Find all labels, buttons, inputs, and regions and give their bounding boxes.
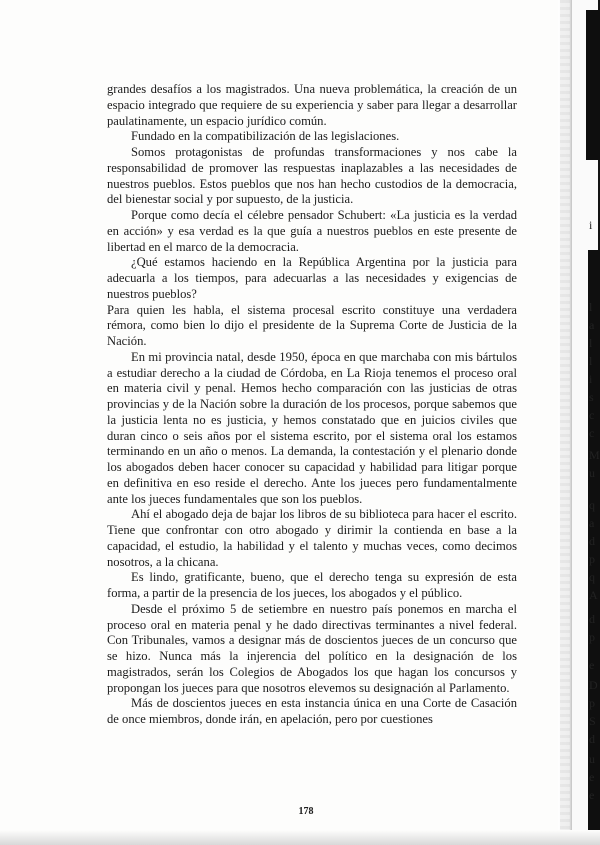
- paragraph: Fundado en la compatibilización de las legislaciones.: [131, 129, 400, 144]
- paragraph: Porque como decía el célebre pensador Schubert: «La justicia es la verdad en acción» y esa verdad es la que guía a nuestros pueblos en este presente de libertad en el marco de la democracia.: [107, 208, 517, 254]
- margin-fragment: l: [589, 336, 593, 350]
- paragraph: Somos protagonistas de profundas transformaciones y nos cabe la responsabilidad de promover las respuestas inaplazables a las necesidades de nuestros pueblos. Estos pueblos que nos han hecho custodios de la democracia, del bienestar social y por supuesto, de la justicia.: [107, 145, 517, 207]
- margin-fragment: a: [589, 318, 595, 332]
- margin-fragment: A: [589, 588, 598, 602]
- margin-fragment: e: [589, 788, 595, 802]
- margin-fragment: p: [589, 630, 595, 644]
- margin-fragment: p: [589, 696, 595, 710]
- margin-fragment: d: [589, 534, 595, 548]
- margin-fragment: l: [589, 300, 593, 314]
- margin-fragment: c: [589, 426, 595, 440]
- margin-fragment: i: [589, 218, 593, 232]
- adjacent-page-fragments: [565, 0, 600, 845]
- margin-fragment: q: [589, 570, 595, 584]
- page-number: 178: [298, 806, 314, 817]
- paragraph: Desde el próximo 5 de setiembre en nuestro país ponemos en marcha el proceso oral en materia penal y he dado directivas terminantes a nivel federal. Con Tribunales, vamos a designar más de doscientos jueces de un concurso que se hizo. Nunca más la injerencia del político en la designación de los magistrados, serán los Colegios de Abogados los que hagan los concursos y propongan los jueces para que nosotros elevemos su designación al Parlamento.: [107, 601, 517, 695]
- margin-fragment: l: [589, 354, 593, 368]
- margin-fragment: e: [589, 770, 595, 784]
- margin-fragment: q: [589, 498, 595, 512]
- margin-fragment: S: [589, 714, 596, 728]
- margin-fragment: M: [589, 448, 600, 462]
- paragraph: grandes desafíos a los magistrados. Una nueva problemática, la creación de un espacio integrado que requiere de su experiencia y saber para llegar a desarrollar paulatinamente, un espacio jurídico común.: [107, 82, 517, 128]
- paragraph: ¿Qué estamos haciendo en la República Argentina por la justicia para adecuarla a los tiempos, para adecuarlas a las necesidades y exigencias de nuestros pueblos?: [107, 255, 517, 301]
- paragraph: En mi provincia natal, desde 1950, época en que marchaba con mis bártulos a estudiar derecho a la ciudad de Córdoba, en La Rioja tenemos el proceso oral en materia civil y penal. Hemos hecho comparación con las justicias de otras provincias y de la Nación sobre la duración de los procesos, porque sabemos que la justicia lenta no es justicia, y hemos constatado que en juicios civiles que duran cinco o seis años por el sistema escrito, por el sistema oral los estamos terminando en un año o menos. La demanda, la contestación y el plenario donde los abogados deben hacer conocer su capacidad y habilidad para litigar porque en definitiva en eso reside el derecho. Ante los jueces pero fundamentalmente ante los jueces fundamentales que son los pueblos.: [107, 349, 517, 506]
- paragraph: Es lindo, gratificante, bueno, que el derecho tenga su expresión de esta forma, a partir de la presencia de los jueces, los abogados y el público.: [107, 570, 517, 600]
- margin-fragment: u: [589, 752, 595, 766]
- margin-fragment: p: [589, 552, 595, 566]
- margin-fragment: D: [589, 678, 598, 692]
- margin-fragment: i: [589, 372, 593, 386]
- paragraph: Para quien les habla, el sistema procesal escrito constituye una verdadera rémora, como bien lo dijo el presidente de la Suprema Corte de Justicia de la Nación.: [107, 302, 517, 348]
- scan-bottom-shadow: [0, 830, 600, 845]
- margin-fragment: u: [589, 466, 595, 480]
- paragraph: Más de doscientos jueces en esta instancia única en una Corte de Casación de once miembros, donde irán, en apelación, pero por cuestiones: [107, 696, 517, 726]
- margin-fragment: a: [589, 516, 595, 530]
- margin-fragment: e: [589, 658, 595, 672]
- margin-fragment: d: [589, 612, 595, 626]
- margin-fragment: s: [589, 390, 594, 404]
- margin-fragment: c: [589, 408, 595, 422]
- body-text: [107, 82, 517, 728]
- margin-fragment: d: [589, 732, 595, 746]
- paragraph: Ahí el abogado deja de bajar los libros de su biblioteca para hacer el escrito. Tiene que confrontar con otro abogado y dirimir la contienda en base a la capacidad, el estudio, la habilidad y el talento y muchas veces, como decimos nosotros, a la chicana.: [107, 507, 517, 569]
